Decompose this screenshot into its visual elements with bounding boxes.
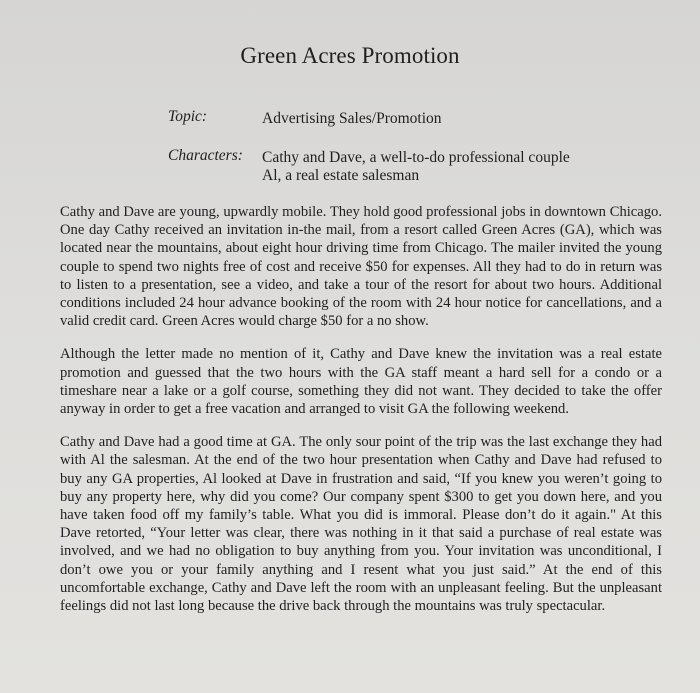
document-title: Green Acres Promotion <box>240 43 460 68</box>
characters-line-1: Cathy and Dave, a well-to-do professional couple <box>262 149 570 166</box>
paragraph-2: Although the letter made no mention of it, Cathy and Dave knew the invitation was a real estate promotion and guessed that the two hours with the GA staff meant a hard sell for a condo or a timeshare near a lake or a golf course, something they did not want. They decided to take the offer anyway in order to get a free vacation and arranged to visit GA the following weekend. <box>60 346 662 418</box>
document-body <box>60 203 662 630</box>
characters-label: Characters: <box>168 147 243 164</box>
topic-value: Advertising Sales/Promotion <box>262 110 442 127</box>
characters-line-2: Al, a real estate salesman <box>262 167 420 184</box>
topic-label: Topic: <box>168 108 208 125</box>
paragraph-3: Cathy and Dave had a good time at GA. The only sour point of the trip was the last exchange they had with Al the salesman. At the end of the two hour presentation when Cathy and Dave had refused to buy any GA properties, Al looked at Dave in frustration and said, “If you knew you weren’t going to buy any property here, why did you come? Our company spent $300 to get you down here, and you have taken food off my family’s table. What you did is immoral. Please don’t do it again." At this Dave retorted, “Your letter was clear, there was nothing in it that said a purchase of real estate was involved, and we had no obligation to buy anything from you. Your invitation was unconditional, I don’t owe you or your family anything and I resent what you just said.” At the end of this uncomfortable exchange, Cathy and Dave left the room with an unpleasant feeling. But the unpleasant feelings did not last long because the drive back through the mountains was truly spectacular. <box>60 434 662 615</box>
paragraph-1: Cathy and Dave are young, upwardly mobile. They hold good professional jobs in downtown Chicago. One day Cathy received an invitation in-the mail, from a resort called Green Acres (GA), which was located near the mountains, about eight hour driving time from Chicago. The mailer invited the young couple to spend two nights free of cost and receive $50 for expenses. All they had to do in return was to listen to a presentation, see a video, and take a tour of the resort for about two hours. Additional conditions included 24 hour advance booking of the room with 24 hour notice for cancellations, and a valid credit card. Green Acres would charge $50 for a no show. <box>60 204 662 330</box>
